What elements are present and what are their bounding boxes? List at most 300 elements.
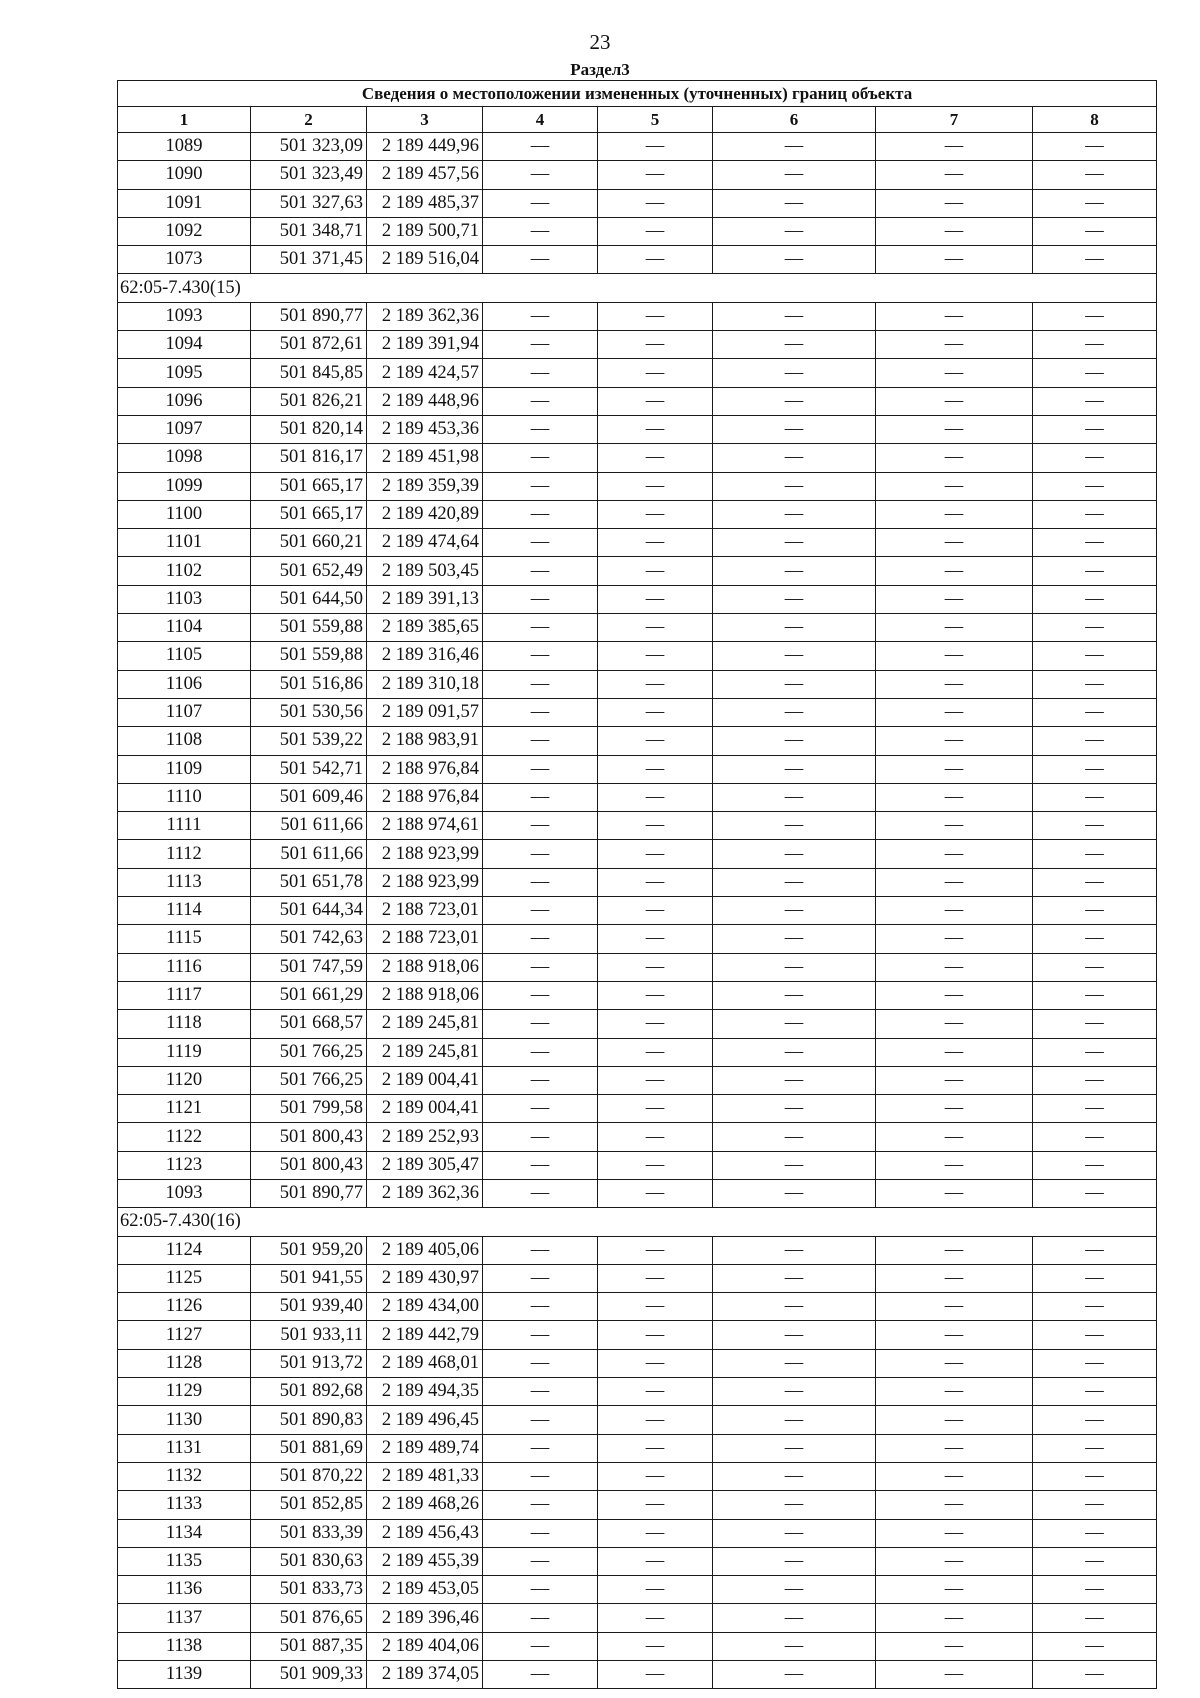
dash-cell: — (1033, 981, 1157, 1009)
dash-cell: — (483, 1632, 598, 1660)
table-row (118, 868, 1157, 896)
dash-cell: — (713, 981, 876, 1009)
dash-cell: — (713, 500, 876, 528)
point-number-cell: 1101 (118, 529, 251, 557)
table-row (118, 585, 1157, 613)
point-number-cell: 1115 (118, 925, 251, 953)
dash-cell: — (876, 981, 1033, 1009)
table-row (118, 642, 1157, 670)
y-coordinate-cell: 2 189 310,18 (367, 670, 483, 698)
dash-cell: — (598, 953, 713, 981)
dash-cell: — (598, 189, 713, 217)
x-coordinate-cell: 501 766,25 (251, 1066, 367, 1094)
dash-cell: — (713, 133, 876, 161)
dash-cell: — (598, 359, 713, 387)
dash-cell: — (876, 1321, 1033, 1349)
table-row (118, 1179, 1157, 1207)
dash-cell: — (1033, 1095, 1157, 1123)
dash-cell: — (483, 1547, 598, 1575)
y-coordinate-cell: 2 188 923,99 (367, 840, 483, 868)
x-coordinate-cell: 501 881,69 (251, 1434, 367, 1462)
dash-cell: — (483, 1151, 598, 1179)
table-row (118, 1151, 1157, 1179)
table-row (118, 1264, 1157, 1292)
dash-cell: — (876, 1434, 1033, 1462)
dash-cell: — (598, 727, 713, 755)
dash-cell: — (598, 840, 713, 868)
point-number-cell: 1090 (118, 161, 251, 189)
dash-cell: — (598, 614, 713, 642)
table-row (118, 161, 1157, 189)
section-label: Раздел3 (570, 60, 630, 79)
dash-cell: — (876, 868, 1033, 896)
x-coordinate-cell: 501 742,63 (251, 925, 367, 953)
dash-cell: — (1033, 302, 1157, 330)
dash-cell: — (876, 585, 1033, 613)
dash-cell: — (598, 217, 713, 245)
dash-cell: — (483, 189, 598, 217)
x-coordinate-cell: 501 348,71 (251, 217, 367, 245)
point-number-cell: 1125 (118, 1264, 251, 1292)
y-coordinate-cell: 2 189 359,39 (367, 472, 483, 500)
dash-cell: — (876, 133, 1033, 161)
dash-cell: — (483, 1519, 598, 1547)
dash-cell: — (483, 812, 598, 840)
dash-cell: — (1033, 1179, 1157, 1207)
coordinates-table (117, 80, 1157, 1689)
dash-cell: — (598, 1321, 713, 1349)
dash-cell: — (598, 1066, 713, 1094)
dash-cell: — (713, 1406, 876, 1434)
dash-cell: — (598, 1378, 713, 1406)
point-number-cell: 1117 (118, 981, 251, 1009)
dash-cell: — (483, 133, 598, 161)
table-title-row (118, 81, 1157, 107)
dash-cell: — (713, 783, 876, 811)
point-number-cell: 1130 (118, 1406, 251, 1434)
dash-cell: — (1033, 529, 1157, 557)
point-number-cell: 1128 (118, 1349, 251, 1377)
y-coordinate-cell: 2 189 448,96 (367, 387, 483, 415)
dash-cell: — (713, 189, 876, 217)
dash-cell: — (713, 359, 876, 387)
table-row (118, 953, 1157, 981)
dash-cell: — (713, 1519, 876, 1547)
dash-cell: — (483, 670, 598, 698)
x-coordinate-cell: 501 609,46 (251, 783, 367, 811)
table-row (118, 1038, 1157, 1066)
dash-cell: — (713, 698, 876, 726)
dash-cell: — (876, 1491, 1033, 1519)
dash-cell: — (483, 783, 598, 811)
table-row (118, 1293, 1157, 1321)
y-coordinate-cell: 2 189 252,93 (367, 1123, 483, 1151)
dash-cell: — (713, 472, 876, 500)
point-number-cell: 1118 (118, 1010, 251, 1038)
dash-cell: — (876, 1293, 1033, 1321)
x-coordinate-cell: 501 747,59 (251, 953, 367, 981)
table-row (118, 1066, 1157, 1094)
dash-cell: — (876, 642, 1033, 670)
dash-cell: — (483, 1010, 598, 1038)
column-header: 4 (483, 107, 598, 133)
x-coordinate-cell: 501 323,49 (251, 161, 367, 189)
group-row (118, 1208, 1157, 1236)
group-label: 62:05-7.430(15) (118, 274, 1157, 302)
dash-cell: — (598, 981, 713, 1009)
dash-cell: — (1033, 1576, 1157, 1604)
point-number-cell: 1107 (118, 698, 251, 726)
dash-cell: — (713, 670, 876, 698)
dash-cell: — (713, 1462, 876, 1490)
x-coordinate-cell: 501 890,77 (251, 1179, 367, 1207)
dash-cell: — (713, 415, 876, 443)
table-row (118, 1236, 1157, 1264)
x-coordinate-cell: 501 933,11 (251, 1321, 367, 1349)
column-header: 3 (367, 107, 483, 133)
dash-cell: — (876, 246, 1033, 274)
table-row (118, 1661, 1157, 1689)
dash-cell: — (713, 642, 876, 670)
dash-cell: — (713, 840, 876, 868)
dash-cell: — (598, 529, 713, 557)
point-number-cell: 1122 (118, 1123, 251, 1151)
dash-cell: — (1033, 1038, 1157, 1066)
x-coordinate-cell: 501 766,25 (251, 1038, 367, 1066)
point-number-cell: 1105 (118, 642, 251, 670)
point-number-cell: 1089 (118, 133, 251, 161)
point-number-cell: 1109 (118, 755, 251, 783)
dash-cell: — (1033, 698, 1157, 726)
dash-cell: — (598, 1604, 713, 1632)
x-coordinate-cell: 501 816,17 (251, 444, 367, 472)
table-row (118, 727, 1157, 755)
dash-cell: — (713, 925, 876, 953)
table-row (118, 302, 1157, 330)
dash-cell: — (598, 472, 713, 500)
dash-cell: — (1033, 1293, 1157, 1321)
dash-cell: — (713, 614, 876, 642)
y-coordinate-cell: 2 189 405,06 (367, 1236, 483, 1264)
dash-cell: — (1033, 415, 1157, 443)
y-coordinate-cell: 2 189 457,56 (367, 161, 483, 189)
x-coordinate-cell: 501 660,21 (251, 529, 367, 557)
point-number-cell: 1120 (118, 1066, 251, 1094)
dash-cell: — (876, 1151, 1033, 1179)
dash-cell: — (483, 925, 598, 953)
y-coordinate-cell: 2 189 496,45 (367, 1406, 483, 1434)
dash-cell: — (876, 614, 1033, 642)
dash-cell: — (876, 1038, 1033, 1066)
x-coordinate-cell: 501 887,35 (251, 1632, 367, 1660)
x-coordinate-cell: 501 665,17 (251, 500, 367, 528)
table-row (118, 783, 1157, 811)
dash-cell: — (1033, 585, 1157, 613)
x-coordinate-cell: 501 833,73 (251, 1576, 367, 1604)
table-row (118, 925, 1157, 953)
x-coordinate-cell: 501 913,72 (251, 1349, 367, 1377)
dash-cell: — (1033, 557, 1157, 585)
x-coordinate-cell: 501 826,21 (251, 387, 367, 415)
dash-cell: — (598, 1547, 713, 1575)
y-coordinate-cell: 2 189 420,89 (367, 500, 483, 528)
dash-cell: — (876, 444, 1033, 472)
dash-cell: — (483, 868, 598, 896)
dash-cell: — (876, 1095, 1033, 1123)
x-coordinate-cell: 501 830,63 (251, 1547, 367, 1575)
point-number-cell: 1093 (118, 1179, 251, 1207)
table-row (118, 557, 1157, 585)
x-coordinate-cell: 501 939,40 (251, 1293, 367, 1321)
dash-cell: — (713, 1038, 876, 1066)
table-row (118, 1095, 1157, 1123)
dash-cell: — (483, 557, 598, 585)
table-row (118, 246, 1157, 274)
dash-cell: — (713, 1632, 876, 1660)
dash-cell: — (1033, 472, 1157, 500)
point-number-cell: 1113 (118, 868, 251, 896)
dash-cell: — (483, 246, 598, 274)
dash-cell: — (876, 1123, 1033, 1151)
dash-cell: — (1033, 670, 1157, 698)
point-number-cell: 1100 (118, 500, 251, 528)
dash-cell: — (876, 1547, 1033, 1575)
x-coordinate-cell: 501 652,49 (251, 557, 367, 585)
y-coordinate-cell: 2 189 468,26 (367, 1491, 483, 1519)
dash-cell: — (1033, 1321, 1157, 1349)
dash-cell: — (1033, 189, 1157, 217)
dash-cell: — (598, 1349, 713, 1377)
dash-cell: — (713, 1151, 876, 1179)
dash-cell: — (598, 1151, 713, 1179)
page-number: 23 (589, 30, 611, 54)
x-coordinate-cell: 501 644,50 (251, 585, 367, 613)
dash-cell: — (1033, 642, 1157, 670)
dash-cell: — (483, 1434, 598, 1462)
point-number-cell: 1110 (118, 783, 251, 811)
dash-cell: — (483, 161, 598, 189)
dash-cell: — (713, 585, 876, 613)
y-coordinate-cell: 2 189 449,96 (367, 133, 483, 161)
dash-cell: — (876, 953, 1033, 981)
point-number-cell: 1121 (118, 1095, 251, 1123)
dash-cell: — (1033, 217, 1157, 245)
dash-cell: — (1033, 1066, 1157, 1094)
x-coordinate-cell: 501 909,33 (251, 1661, 367, 1689)
y-coordinate-cell: 2 189 362,36 (367, 302, 483, 330)
dash-cell: — (483, 1123, 598, 1151)
point-number-cell: 1108 (118, 727, 251, 755)
column-header-row (118, 107, 1157, 133)
dash-cell: — (713, 1095, 876, 1123)
dash-cell: — (598, 1236, 713, 1264)
dash-cell: — (876, 1179, 1033, 1207)
dash-cell: — (713, 1661, 876, 1689)
y-coordinate-cell: 2 189 316,46 (367, 642, 483, 670)
dash-cell: — (876, 359, 1033, 387)
point-number-cell: 1092 (118, 217, 251, 245)
point-number-cell: 1134 (118, 1519, 251, 1547)
x-coordinate-cell: 501 959,20 (251, 1236, 367, 1264)
dash-cell: — (713, 1378, 876, 1406)
point-number-cell: 1104 (118, 614, 251, 642)
point-number-cell: 1124 (118, 1236, 251, 1264)
dash-cell: — (483, 1349, 598, 1377)
dash-cell: — (483, 1038, 598, 1066)
point-number-cell: 1099 (118, 472, 251, 500)
dash-cell: — (1033, 1406, 1157, 1434)
dash-cell: — (598, 133, 713, 161)
dash-cell: — (876, 1066, 1033, 1094)
point-number-cell: 1126 (118, 1293, 251, 1321)
dash-cell: — (713, 217, 876, 245)
x-coordinate-cell: 501 559,88 (251, 614, 367, 642)
point-number-cell: 1112 (118, 840, 251, 868)
table-row (118, 415, 1157, 443)
dash-cell: — (1033, 1378, 1157, 1406)
dash-cell: — (876, 1632, 1033, 1660)
dash-cell: — (713, 1321, 876, 1349)
dash-cell: — (598, 1434, 713, 1462)
column-header: 8 (1033, 107, 1157, 133)
dash-cell: — (876, 670, 1033, 698)
group-row (118, 274, 1157, 302)
dash-cell: — (598, 1661, 713, 1689)
column-header: 5 (598, 107, 713, 133)
table-row (118, 217, 1157, 245)
dash-cell: — (483, 1661, 598, 1689)
dash-cell: — (876, 783, 1033, 811)
y-coordinate-cell: 2 189 091,57 (367, 698, 483, 726)
x-coordinate-cell: 501 371,45 (251, 246, 367, 274)
point-number-cell: 1095 (118, 359, 251, 387)
point-number-cell: 1123 (118, 1151, 251, 1179)
y-coordinate-cell: 2 189 404,06 (367, 1632, 483, 1660)
dash-cell: — (598, 1010, 713, 1038)
dash-cell: — (876, 387, 1033, 415)
x-coordinate-cell: 501 800,43 (251, 1123, 367, 1151)
dash-cell: — (1033, 925, 1157, 953)
dash-cell: — (598, 557, 713, 585)
y-coordinate-cell: 2 189 481,33 (367, 1462, 483, 1490)
dash-cell: — (876, 557, 1033, 585)
column-header: 1 (118, 107, 251, 133)
point-number-cell: 1073 (118, 246, 251, 274)
column-header: 2 (251, 107, 367, 133)
dash-cell: — (1033, 161, 1157, 189)
y-coordinate-cell: 2 189 396,46 (367, 1604, 483, 1632)
point-number-cell: 1111 (118, 812, 251, 840)
y-coordinate-cell: 2 189 391,13 (367, 585, 483, 613)
point-number-cell: 1137 (118, 1604, 251, 1632)
point-number-cell: 1138 (118, 1632, 251, 1660)
dash-cell: — (483, 1236, 598, 1264)
dash-cell: — (713, 161, 876, 189)
dash-cell: — (483, 1604, 598, 1632)
x-coordinate-cell: 501 876,65 (251, 1604, 367, 1632)
table-row (118, 1321, 1157, 1349)
dash-cell: — (713, 529, 876, 557)
dash-cell: — (483, 500, 598, 528)
dash-cell: — (1033, 614, 1157, 642)
table-row (118, 444, 1157, 472)
y-coordinate-cell: 2 188 974,61 (367, 812, 483, 840)
dash-cell: — (713, 1123, 876, 1151)
dash-cell: — (1033, 444, 1157, 472)
dash-cell: — (483, 1378, 598, 1406)
dash-cell: — (483, 1321, 598, 1349)
y-coordinate-cell: 2 189 503,45 (367, 557, 483, 585)
dash-cell: — (876, 1406, 1033, 1434)
dash-cell: — (598, 1491, 713, 1519)
y-coordinate-cell: 2 189 500,71 (367, 217, 483, 245)
dash-cell: — (598, 1038, 713, 1066)
dash-cell: — (598, 1179, 713, 1207)
dash-cell: — (713, 302, 876, 330)
point-number-cell: 1135 (118, 1547, 251, 1575)
table-row (118, 840, 1157, 868)
dash-cell: — (1033, 812, 1157, 840)
dash-cell: — (483, 1293, 598, 1321)
dash-cell: — (598, 1123, 713, 1151)
dash-cell: — (876, 897, 1033, 925)
dash-cell: — (713, 246, 876, 274)
dash-cell: — (598, 1519, 713, 1547)
point-number-cell: 1136 (118, 1576, 251, 1604)
y-coordinate-cell: 2 189 442,79 (367, 1321, 483, 1349)
x-coordinate-cell: 501 559,88 (251, 642, 367, 670)
dash-cell: — (483, 897, 598, 925)
dash-cell: — (598, 1632, 713, 1660)
dash-cell: — (1033, 1434, 1157, 1462)
table-row (118, 529, 1157, 557)
x-coordinate-cell: 501 323,09 (251, 133, 367, 161)
table-row (118, 1010, 1157, 1038)
dash-cell: — (598, 302, 713, 330)
x-coordinate-cell: 501 941,55 (251, 1264, 367, 1292)
dash-cell: — (1033, 868, 1157, 896)
x-coordinate-cell: 501 872,61 (251, 331, 367, 359)
x-coordinate-cell: 501 542,71 (251, 755, 367, 783)
dash-cell: — (1033, 1547, 1157, 1575)
dash-cell: — (876, 415, 1033, 443)
dash-cell: — (598, 246, 713, 274)
dash-cell: — (598, 812, 713, 840)
table-row (118, 1491, 1157, 1519)
dash-cell: — (876, 1378, 1033, 1406)
dash-cell: — (1033, 1236, 1157, 1264)
dash-cell: — (483, 840, 598, 868)
table-row (118, 981, 1157, 1009)
dash-cell: — (483, 1462, 598, 1490)
dash-cell: — (598, 868, 713, 896)
dash-cell: — (713, 1434, 876, 1462)
y-coordinate-cell: 2 189 489,74 (367, 1434, 483, 1462)
dash-cell: — (1033, 359, 1157, 387)
x-coordinate-cell: 501 845,85 (251, 359, 367, 387)
dash-cell: — (598, 387, 713, 415)
column-header: 7 (876, 107, 1033, 133)
dash-cell: — (876, 1576, 1033, 1604)
dash-cell: — (876, 1236, 1033, 1264)
dash-cell: — (483, 1576, 598, 1604)
point-number-cell: 1103 (118, 585, 251, 613)
point-number-cell: 1132 (118, 1462, 251, 1490)
y-coordinate-cell: 2 189 455,39 (367, 1547, 483, 1575)
dash-cell: — (876, 812, 1033, 840)
dash-cell: — (876, 161, 1033, 189)
dash-cell: — (483, 387, 598, 415)
